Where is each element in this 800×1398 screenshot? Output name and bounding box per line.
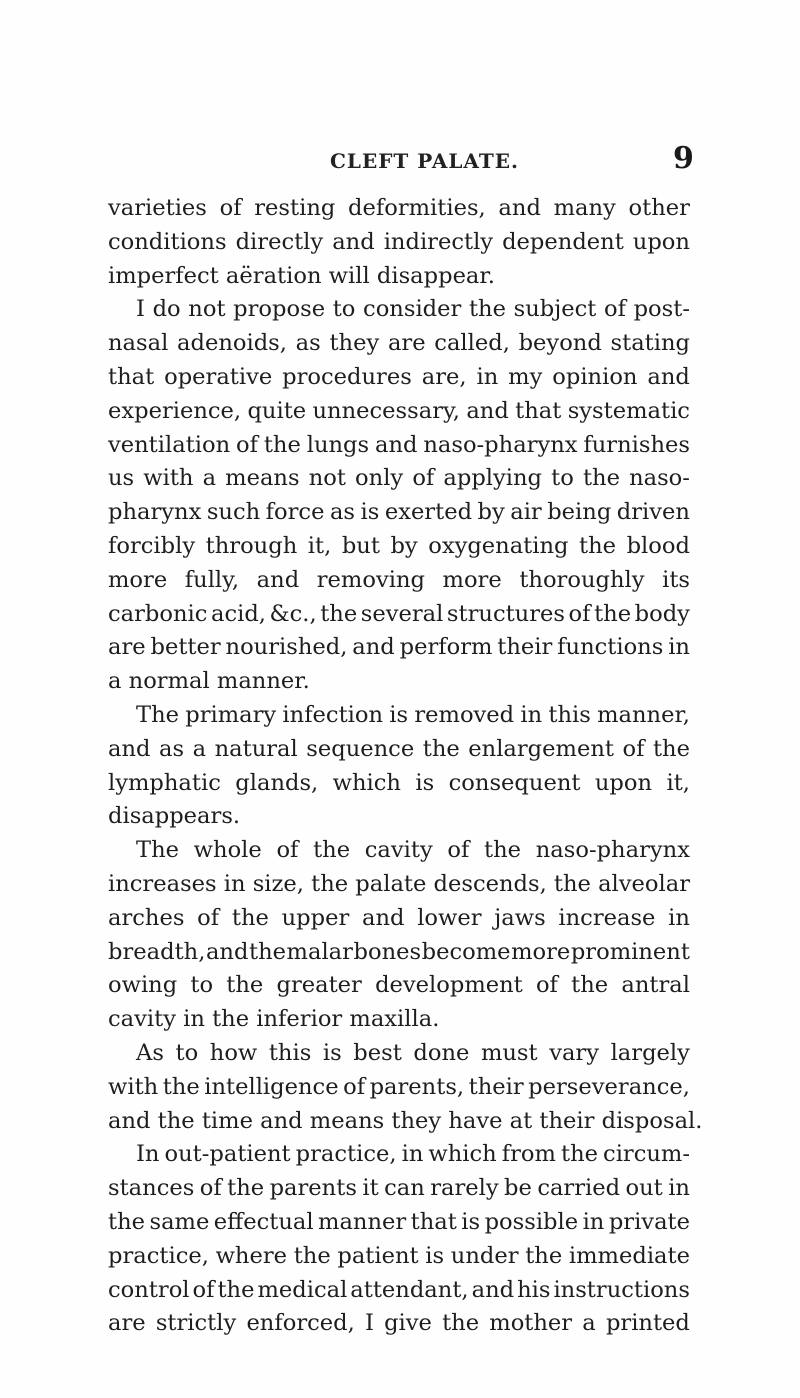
text-line: increases in size, the palate descends, the alveolar (108, 870, 690, 897)
text-line: As to how this is best done must vary largely (136, 1039, 690, 1066)
text-line: control of the medical attendant, and his instructions (108, 1276, 690, 1303)
text-line: pharynx such force as is exerted by air being driven (108, 499, 690, 526)
text-line: lymphatic glands, which is consequent upon it, (108, 769, 690, 796)
text-line: conditions directly and indirectly dependent upon (108, 228, 690, 255)
text-line: practice, where the patient is under the immediate (108, 1242, 690, 1269)
text-line: and the time and means they have at their disposal. (108, 1107, 703, 1134)
text-line: that operative procedures are, in my opinion and (108, 363, 690, 390)
text-line: The primary infection is removed in this manner, (136, 701, 690, 728)
text-line: are strictly enforced, I give the mother a printed (108, 1310, 690, 1337)
running-title: CLEFT PALATE. (330, 149, 519, 173)
text-line: imperfect aëration will disappear. (108, 262, 495, 289)
text-line: a normal manner. (108, 668, 310, 695)
text-line: The whole of the cavity of the naso-pharynx (136, 837, 690, 864)
running-head (0, 141, 800, 181)
text-line: the same effectual manner that is possible in private (108, 1208, 690, 1235)
text-line: and as a natural sequence the enlargement of the (108, 735, 690, 762)
text-line: experience, quite unnecessary, and that systematic (108, 397, 690, 424)
text-line: arches of the upper and lower jaws increase in (108, 904, 690, 931)
text-line: forcibly through it, but by oxygenating the blood (108, 532, 690, 559)
text-line: disappears. (108, 803, 241, 830)
page-number: 9 (673, 141, 694, 176)
text-line: more fully, and removing more thoroughly its (108, 566, 690, 593)
text-line: carbonic acid, &c., the several structures of the body (108, 600, 690, 627)
text-line: cavity in the inferior maxilla. (108, 1006, 440, 1033)
text-line: In out-patient practice, in which from the circum- (136, 1141, 690, 1168)
text-line: breadth, and the malar bones become more prominent (108, 938, 690, 965)
text-line: us with a means not only of applying to the naso- (108, 465, 690, 492)
text-line: with the intelligence of parents, their perseverance, (108, 1073, 690, 1100)
text-line: are better nourished, and perform their functions in (108, 634, 690, 661)
text-line: varieties of resting deformities, and many other (108, 195, 690, 221)
text-line: I do not propose to consider the subject of post- (136, 296, 690, 323)
body-text (108, 192, 703, 1341)
text-line: nasal adenoids, as they are called, beyond stating (108, 330, 690, 357)
text-line: stances of the parents it can rarely be carried out in (108, 1175, 690, 1202)
text-line: ventilation of the lungs and naso-pharynx furnishes (108, 431, 690, 458)
text-line: owing to the greater development of the antral (108, 972, 690, 999)
